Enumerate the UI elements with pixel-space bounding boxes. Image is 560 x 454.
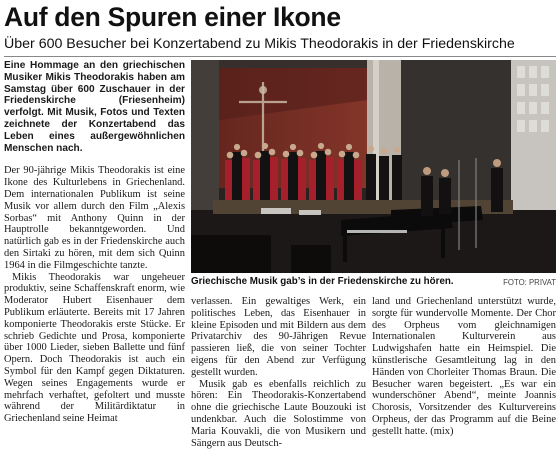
article-paragraph: Der 90-jährige Mikis Theodorakis ist eine Ikone des Kulturlebens in Griechenland. Dem internationalen Publikum ist seine Musik vor allem durch den Film „Alexis Sorbas“ mit Anthony Quinn in der Hauptrolle bekanntgeworden. Und natürlich gab es in der Friedenskirche auch den Sirtaki zu hören, mit dem sich Quinn 1964 in die Filmgeschichte tanzte. bbox=[4, 165, 185, 271]
concert-photo bbox=[191, 60, 556, 273]
article-column-3 bbox=[372, 296, 556, 438]
article-column-1 bbox=[4, 60, 185, 425]
article-column-2 bbox=[191, 296, 366, 449]
article-paragraph: Musik gab es ebenfalls reichlich zu hören: Ein Theodorakis-Konzertabend ohne die griechische Laute Bouzouki ist undenkbar. Auch die Solostimme von Maria Kouvakli, die von Musikern und Sängern aus Deutsch- bbox=[191, 378, 366, 449]
subheadline: Über 600 Besucher bei Konzertabend zu Mikis Theodorakis in der Friedenskirche bbox=[4, 36, 515, 52]
photo-credit: FOTO: PRIVAT bbox=[503, 278, 556, 287]
article-paragraph: verlassen. Ein gewaltiges Werk, ein politisches Leben, das Eisenhauer in kleine Episoden und mit Bildern aus dem Privatarchiv des 90-Jährigen Revue passieren ließ, die von seiner Tochter eigens für den Abend zur Verfügung gestellt wurden. bbox=[191, 296, 366, 378]
concert-photo-illustration bbox=[191, 60, 556, 273]
article-paragraph: land und Griechenland unterstützt wurde, sorgte für wundervolle Momente. Der Chor des Orpheus vom gleichnamigen Internationalen Kulturverein aus Ludwigshafen hatte ein Heimspiel. Die künstlerische Gesamtleitung lag in den Händen von Chorleiter Thomas Braun. Die Besucher waren begeistert. „Es war ein wunderschöner Abend“, meinte Joannis Chorosis, Vorsitzender des Kulturvereins Orpheus, der das Programm auf die Beine gestellt hatte. (mix) bbox=[372, 296, 556, 437]
article-paragraph: Mikis Theodorakis war ungeheuer produktiv, seine Schaffenskraft enorm, wie Moderator Hubert Eisenhauer dem Publikum erläuterte. Bereits mit 17 Jahren komponierte Theodorakis erste Stücke. Er schrieb Gedichte und Prosa, komponierte über 1000 Lieder, sieben Ballette und fünf Opern. Doch Theodorakis ist auch ein Symbol für den Kampf gegen Diktaturen. Wegen seines Engagements wurde er mehrfach verhaftet, gefoltert und musste während der Militärdiktatur in Griechenland seine Heimat bbox=[4, 271, 185, 425]
photo-caption: Griechische Musik gab’s in der Friedenskirche zu hören. bbox=[191, 276, 454, 287]
headline: Auf den Spuren einer Ikone bbox=[4, 2, 341, 32]
article-lead: Eine Hommage an den griechischen Musiker Mikis Theodorakis haben am Samstag über 600 Zuschauer in der Friedenskirche (Friesenheim) verfolgt. Mit Musik, Fotos und Texten zeichnete der Konzertabend das Leben eines außergewöhnlichen Menschen nach. bbox=[4, 60, 185, 154]
headline-rule bbox=[4, 56, 556, 57]
